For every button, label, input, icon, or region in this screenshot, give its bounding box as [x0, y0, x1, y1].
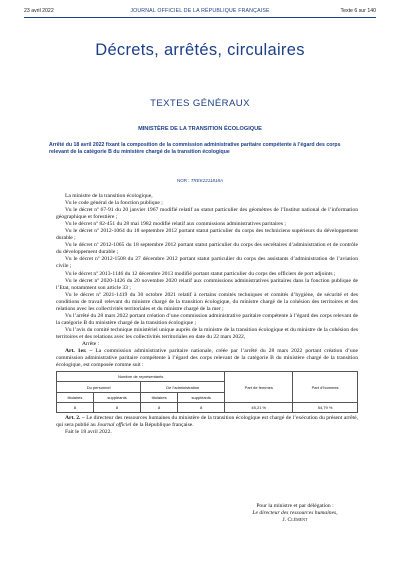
- subsection-title: TEXTES GÉNÉRAUX: [150, 98, 250, 109]
- arrete-label: Arrête :: [82, 340, 100, 347]
- nor-code: TREK2211818A: [190, 178, 223, 183]
- paragraph-8: Vu le décret nº 2020-1426 du 20 novembre 2020 relatif aux commissions administratives paritaires dans la fonction publique de l’Etat, notamment son article 33 ;: [56, 277, 358, 291]
- header-suppleants-administration: suppléants: [178, 392, 225, 402]
- ministry-title: MINISTÈRE DE LA TRANSITION ÉCOLOGIQUE: [138, 126, 262, 132]
- paragraph-5: Vu le décret nº 2012-1065 du 18 septembre 2012 portant statut particulier du corps des secrétaires d’administration et de contrôle du développement durable ;: [56, 242, 358, 256]
- paragraph-7: Vu le décret nº 2013-1146 du 12 décembre 2013 modifié portant statut particulier du corps des officiers de port adjoints ;: [65, 270, 336, 277]
- signature-line-2: Le directeur des ressources humaines,: [252, 510, 338, 516]
- article-2-label: Art. 2. –: [65, 415, 85, 422]
- cell-titulaires-personnel: 8: [57, 402, 94, 412]
- header-journal: JOURNAL OFFICIEL DE LA RÉPUBLIQUE FRANÇAISE: [130, 8, 270, 14]
- table-row: [57, 402, 358, 412]
- paragraph-3: Vu le décret nº 82-451 du 28 mai 1982 modifié relatif aux commissions administratives paritaires ;: [65, 221, 286, 228]
- paragraph-10: Vu l’arrêté du 28 mars 2022 portant création d’une commission administrative paritaire compétente à l’égard des corps relevant de la catégorie B du ministère chargé de la transition écologique ;: [56, 312, 358, 326]
- header-titulaires-personnel: titulaires: [57, 392, 94, 402]
- fait-le: Fait le 18 avril 2022.: [65, 429, 112, 436]
- header-personnel: Du personnel: [57, 382, 141, 392]
- table-row: [57, 372, 358, 382]
- article-2: [56, 415, 358, 429]
- paragraph-11: Vu l’avis du comité technique ministériel unique auprès de la ministre de la transition écologique et du ministre de la cohésion des territoires et des relations avec les collectivités territoriales en date du 22 mars 2022,: [56, 326, 358, 340]
- header-texte-number: Texte 6 sur 140: [340, 8, 376, 14]
- header-date: 23 avril 2022: [24, 8, 54, 14]
- section-title: Décrets, arrêtés, circulaires: [95, 41, 305, 59]
- cell-titulaires-administration: 8: [141, 402, 178, 412]
- header-part-hommes: Part d’hommes: [293, 372, 358, 403]
- paragraph-4: Vu le décret nº 2012-1064 du 18 septembre 2012 portant statut particulier du corps des techniciens supérieurs du développement durable ;: [56, 228, 358, 242]
- composition-table-wrap: [56, 371, 358, 413]
- paragraph-1: Vu le code général de la fonction publique ;: [65, 200, 163, 207]
- article-1: [56, 348, 358, 369]
- cell-suppleants-personnel: 8: [93, 402, 140, 412]
- nor-prefix: NOR :: [177, 178, 191, 183]
- header-part-femmes: Part de femmes: [225, 372, 293, 403]
- document-body: [56, 193, 358, 436]
- signature-line-1: Pour la ministre et par délégation :: [256, 503, 334, 509]
- arrete-title: Arrêté du 18 avril 2022 fixant la composition de la commission administrative paritaire compétente à l’égard des corps relevant de la catégorie B du ministère chargé de la transition écologique: [49, 142, 341, 155]
- article-1-text: La commission administrative paritaire nationale, créée par l’arrêté du 28 mars 2022 portant création d’une commission administrative paritaire compétente à l’égard des corps relevant de la catégorie B du ministère chargé de la transition écologique, est composée comme suit :: [56, 348, 358, 369]
- article-1-label: Art. 1er. –: [65, 348, 93, 355]
- header-suppleants-personnel: suppléants: [93, 392, 140, 402]
- header-rule: [24, 17, 376, 18]
- article-2-text-a: Le directeur des ressources humaines du ministère de la transition écologique est chargé de l’exécution du présent arrêté, qui sera publié au: [56, 415, 358, 429]
- article-2-text-b: de la République française.: [132, 422, 194, 429]
- cell-part-femmes: 45,21 %: [225, 402, 293, 412]
- cell-suppleants-administration: 8: [178, 402, 225, 412]
- header-administration: De l’administration: [141, 382, 225, 392]
- composition-table: [56, 371, 358, 413]
- signature-name: J. Clément: [282, 517, 308, 523]
- header-titulaires-administration: titulaires: [141, 392, 178, 402]
- paragraph-0: La ministre de la transition écologique,: [65, 193, 153, 199]
- paragraph-6: Vu le décret nº 2012-1508 du 27 décembre 2012 portant statut particulier du corps des assistants d’administration de l’aviation civile ;: [56, 256, 358, 270]
- nor-line: [0, 178, 400, 183]
- paragraph-9: Vu le décret nº 2021-1419 du 30 octobre 2021 relatif à certains comités techniques et comités d’hygiène, de sécurité et des conditions de travail relevant du ministre chargé de la transition écologique, du ministre chargé de la cohésion des territoires et des relations avec les collectivités territoriales et du ministre chargé de la mer ;: [56, 291, 358, 312]
- article-2-journal: Journal officiel: [97, 422, 132, 429]
- cell-part-hommes: 54,79 %: [293, 402, 358, 412]
- signature-block: [220, 503, 370, 524]
- header-representants: Nombre de représentants: [57, 372, 225, 382]
- paragraph-2: Vu le décret nº 67-91 du 20 janvier 1967 modifié relatif au statut particulier des géomètres de l’Institut national de l’information géographique et forestière ;: [56, 207, 358, 221]
